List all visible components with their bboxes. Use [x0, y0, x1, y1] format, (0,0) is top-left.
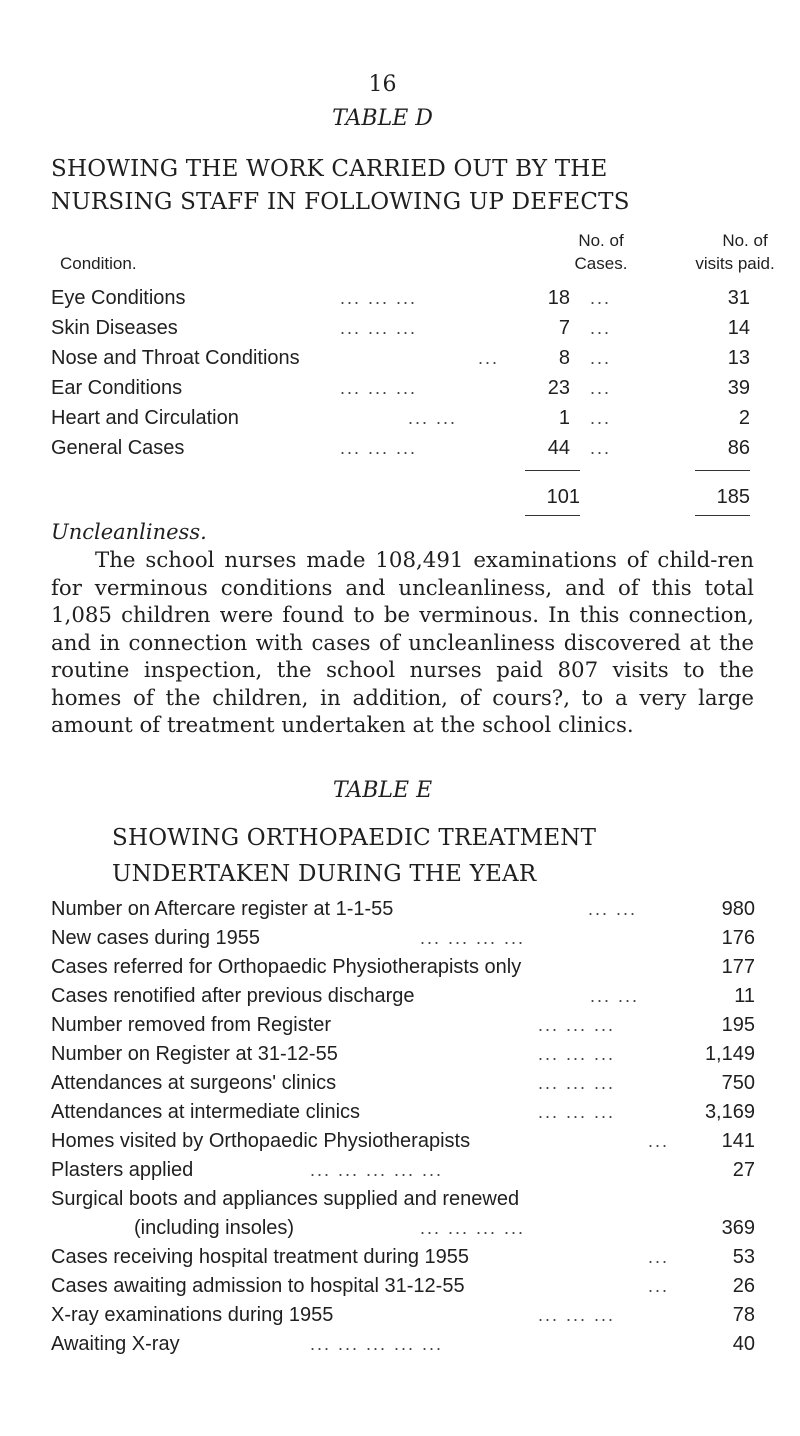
leader-dots: ... ... ...: [538, 1073, 616, 1093]
leader-dots: ...: [648, 1276, 670, 1296]
leader-dots: ... ... ... ...: [420, 928, 526, 948]
list-item-value: 53: [732, 1246, 755, 1268]
table-d-label: TABLE D: [332, 106, 433, 131]
leader-dots: ... ... ...: [538, 1015, 616, 1035]
total-rule-bottom: [525, 515, 580, 516]
list-item-value: 26: [732, 1275, 755, 1297]
list-item-value: 27: [732, 1159, 755, 1181]
leader-dots: ... ...: [590, 986, 640, 1006]
leader-dots: ...: [590, 288, 612, 308]
leader-dots: ... ... ...: [340, 318, 418, 338]
table-e-heading-line1: SHOWING ORTHOPAEDIC TREATMENT: [112, 825, 597, 851]
list-item-label: New cases during 1955: [51, 927, 261, 949]
table-row-condition: Skin Diseases: [51, 317, 178, 339]
leader-dots: ... ... ...: [538, 1305, 616, 1325]
leader-dots: ...: [590, 348, 612, 368]
list-item-label: Number on Aftercare register at 1-1-55: [51, 898, 394, 920]
table-row-visits: 86: [727, 437, 750, 459]
leader-dots: ... ... ...: [340, 288, 418, 308]
section-heading-uncleanliness: Uncleanliness.: [51, 520, 207, 544]
leader-dots: ... ... ... ...: [420, 1218, 526, 1238]
list-item-value: 141: [721, 1130, 755, 1152]
list-item-label: Attendances at surgeons' clinics: [51, 1072, 337, 1094]
table-row-visits: 2: [738, 407, 750, 429]
column-header-cases-line2: Cases.: [574, 254, 628, 273]
column-header-visits-line2: visits paid.: [695, 254, 775, 273]
page-number: 16: [368, 72, 397, 97]
table-row-cases: 18: [547, 287, 570, 309]
column-header-condition: Condition.: [60, 254, 137, 273]
leader-dots: ... ...: [408, 408, 458, 428]
leader-dots: ... ... ...: [538, 1102, 616, 1122]
leader-dots: ...: [590, 408, 612, 428]
leader-dots: ...: [590, 318, 612, 338]
list-item-value: 369: [721, 1217, 755, 1239]
table-row-visits: 14: [727, 317, 750, 339]
list-item-label: Cases receiving hospital treatment during 1955: [51, 1246, 470, 1268]
leader-dots: ...: [478, 348, 500, 368]
table-row-cases: 23: [547, 377, 570, 399]
list-item-value: 750: [721, 1072, 755, 1094]
list-item-value: 1,149: [704, 1043, 755, 1065]
table-row-cases: 44: [547, 437, 570, 459]
leader-dots: ... ...: [588, 899, 638, 919]
total-rule-top: [525, 470, 580, 471]
column-header-visits-line1: No. of: [722, 231, 768, 250]
table-row-condition: Heart and Circulation: [51, 407, 239, 429]
list-item-label: X-ray examinations during 1955: [51, 1304, 334, 1326]
table-row-condition: Ear Conditions: [51, 377, 183, 399]
list-item-label: Surgical boots and appliances supplied and renewed: [51, 1188, 520, 1210]
table-row-condition: Eye Conditions: [51, 287, 186, 309]
leader-dots: ... ... ... ... ...: [310, 1334, 444, 1354]
leader-dots: ...: [590, 438, 612, 458]
list-item-value: 11: [734, 985, 755, 1007]
list-item-label: Attendances at intermediate clinics: [51, 1101, 361, 1123]
list-item-label: Cases referred for Orthopaedic Physiotherapists only: [51, 956, 522, 978]
table-row-cases: 1: [558, 407, 570, 429]
table-row-condition: Nose and Throat Conditions: [51, 347, 300, 369]
leader-dots: ...: [648, 1247, 670, 1267]
table-row-visits: 31: [727, 287, 750, 309]
table-row-visits: 39: [727, 377, 750, 399]
list-item-value: 195: [721, 1014, 755, 1036]
column-header-cases-line1: No. of: [578, 231, 624, 250]
list-item-value: 176: [721, 927, 755, 949]
uncleanliness-paragraph: The school nurses made 108,491 examinations of child-ren for verminous conditions and uncleanliness, and of this total 1,085 children were found to be verminous. In this connection, and in connection with cases of uncleanliness discovered at the routine inspection, the school nurses paid 807 visits to the homes of the children, in addition, of cours?, to a very large amount of treatment undertaken at the school clinics.: [51, 548, 754, 738]
list-item-value: 980: [721, 898, 755, 920]
list-item-label: Homes visited by Orthopaedic Physiotherapists: [51, 1130, 471, 1152]
table-e-heading-line2: UNDERTAKEN DURING THE YEAR: [112, 861, 537, 887]
total-rule-top: [695, 470, 750, 471]
table-row-cases: 8: [558, 347, 570, 369]
list-item-label: Number removed from Register: [51, 1014, 332, 1036]
list-item-value: 40: [732, 1333, 755, 1355]
leader-dots: ... ... ...: [340, 378, 418, 398]
table-d-heading-line1: SHOWING THE WORK CARRIED OUT BY THE: [51, 156, 608, 182]
total-visits: 185: [716, 486, 750, 508]
table-e-label: TABLE E: [332, 778, 433, 803]
list-item-label: Plasters applied: [51, 1159, 194, 1181]
list-item-label: Awaiting X-ray: [51, 1333, 180, 1355]
list-item-value: 3,169: [704, 1101, 755, 1123]
leader-dots: ... ... ...: [340, 438, 418, 458]
leader-dots: ...: [590, 378, 612, 398]
table-row-condition: General Cases: [51, 437, 185, 459]
table-d-heading-line2: NURSING STAFF IN FOLLOWING UP DEFECTS: [51, 189, 630, 215]
list-item-label: Cases renotified after previous discharge: [51, 985, 415, 1007]
list-item-value: 177: [721, 956, 755, 978]
total-rule-bottom: [695, 515, 750, 516]
table-row-cases: 7: [558, 317, 570, 339]
leader-dots: ...: [648, 1131, 670, 1151]
leader-dots: ... ... ...: [538, 1044, 616, 1064]
list-item-label: Number on Register at 31-12-55: [51, 1043, 338, 1065]
leader-dots: ... ... ... ... ...: [310, 1160, 444, 1180]
list-item-label: Cases awaiting admission to hospital 31-12-55: [51, 1275, 465, 1297]
table-row-visits: 13: [727, 347, 750, 369]
total-cases: 101: [546, 486, 580, 508]
list-item-value: 78: [732, 1304, 755, 1326]
list-item-label: (including insoles): [134, 1217, 295, 1239]
